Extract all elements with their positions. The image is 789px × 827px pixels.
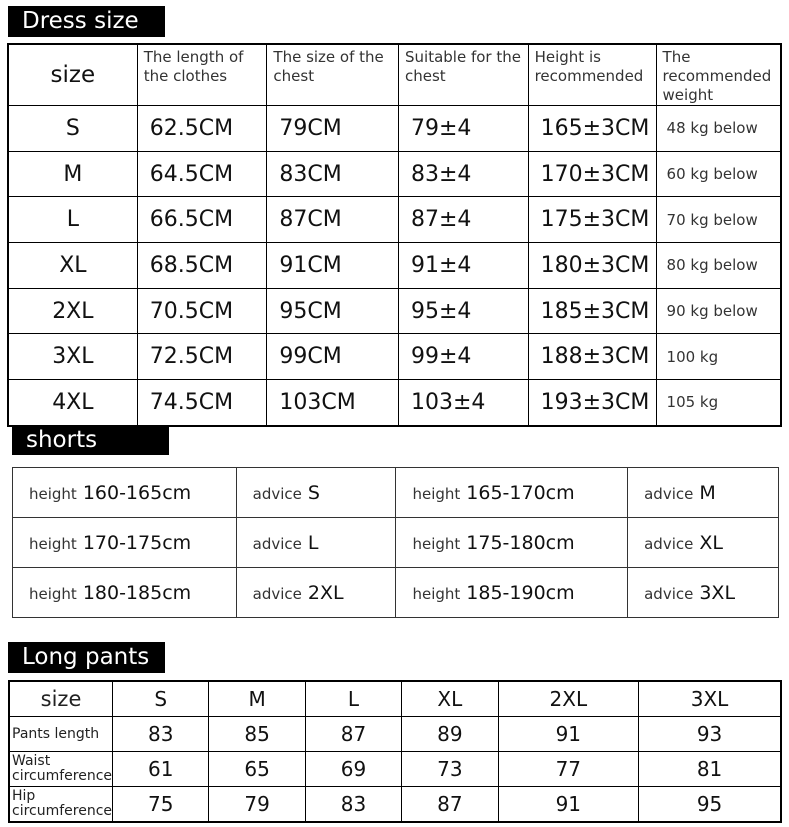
header-size: size: [8, 44, 137, 106]
pants-row: [9, 787, 781, 823]
dress-cell: 185±3CM: [528, 288, 656, 334]
pants-value-cell: 75: [113, 787, 209, 823]
dress-cell: 74.5CM: [137, 380, 267, 426]
dress-cell: 165±3CM: [528, 106, 656, 152]
dress-cell: 66.5CM: [137, 197, 267, 243]
height-value: 160-165cm: [82, 481, 192, 504]
dress-cell: 80 kg below: [656, 243, 781, 289]
dress-cell: 170±3CM: [528, 151, 656, 197]
dress-size-table: [7, 43, 782, 427]
pants-value-cell: 89: [402, 717, 498, 752]
height-value: 175-180cm: [466, 531, 575, 554]
header-weight: The recommended weight: [656, 44, 781, 106]
dress-cell: 99±4: [399, 334, 529, 380]
pants-row: [9, 717, 781, 752]
dress-cell: S: [8, 106, 137, 152]
pants-value-cell: 93: [639, 717, 781, 752]
pants-value-cell: 83: [113, 717, 209, 752]
shorts-advice-cell: [236, 518, 396, 568]
header-height: Height is recommended: [528, 44, 656, 106]
dress-cell: 64.5CM: [137, 151, 267, 197]
pants-value-cell: 65: [209, 752, 305, 787]
pants-value-cell: 91: [498, 717, 639, 752]
height-label: height: [29, 584, 77, 603]
dress-cell: 188±3CM: [528, 334, 656, 380]
dress-cell: 87CM: [267, 197, 399, 243]
dress-cell: 68.5CM: [137, 243, 267, 289]
dress-cell: 193±3CM: [528, 380, 656, 426]
pants-value-cell: 61: [113, 752, 209, 787]
height-label: height: [412, 484, 461, 503]
shorts-row: [13, 468, 779, 518]
shorts-height-cell: [396, 518, 628, 568]
pants-value-cell: 69: [305, 752, 401, 787]
height-label: height: [29, 534, 77, 553]
pants-value-cell: 87: [402, 787, 498, 823]
advice-value: S: [307, 481, 320, 504]
advice-label: advice: [252, 534, 302, 553]
pants-value-cell: 77: [498, 752, 639, 787]
shorts-height-cell: [396, 468, 628, 518]
dress-header-row: [8, 44, 781, 106]
dress-cell: 79±4: [399, 106, 529, 152]
dress-cell: 91±4: [399, 243, 529, 289]
dress-cell: 95CM: [267, 288, 399, 334]
dress-cell: 70 kg below: [656, 197, 781, 243]
dress-cell: L: [8, 197, 137, 243]
dress-row: [8, 106, 781, 152]
header-suitable-chest: Suitable for the chest: [399, 44, 529, 106]
dress-cell: 2XL: [8, 288, 137, 334]
dress-cell: 175±3CM: [528, 197, 656, 243]
shorts-advice-cell: [628, 568, 779, 618]
height-value: 185-190cm: [466, 581, 575, 604]
header-chest-size: The size of the chest: [267, 44, 399, 106]
advice-value: L: [307, 531, 319, 554]
height-value: 170-175cm: [82, 531, 192, 554]
pants-value-cell: 73: [402, 752, 498, 787]
dress-cell: 99CM: [267, 334, 399, 380]
dress-row: [8, 334, 781, 380]
dress-cell: 105 kg: [656, 380, 781, 426]
shorts-height-cell: [13, 568, 237, 618]
pants-size-header: M: [209, 681, 305, 717]
height-label: height: [412, 584, 461, 603]
dress-cell: 100 kg: [656, 334, 781, 380]
dress-cell: 72.5CM: [137, 334, 267, 380]
dress-cell: 48 kg below: [656, 106, 781, 152]
advice-value: 2XL: [307, 581, 344, 604]
advice-label: advice: [252, 484, 302, 503]
shorts-advice-cell: [628, 468, 779, 518]
dress-cell: 90 kg below: [656, 288, 781, 334]
advice-value: 3XL: [699, 581, 736, 604]
advice-label: advice: [252, 584, 302, 603]
pants-size-header: L: [305, 681, 401, 717]
pants-size-label: size: [9, 681, 113, 717]
shorts-row: [13, 518, 779, 568]
dress-row: [8, 380, 781, 426]
dress-row: [8, 197, 781, 243]
shorts-title: shorts: [12, 426, 169, 455]
height-label: height: [29, 484, 77, 503]
pants-value-cell: 87: [305, 717, 401, 752]
advice-value: M: [699, 481, 716, 504]
shorts-height-cell: [13, 468, 237, 518]
pants-value-cell: 95: [639, 787, 781, 823]
height-value: 165-170cm: [466, 481, 575, 504]
shorts-advice-cell: [236, 468, 396, 518]
pants-size-header: S: [113, 681, 209, 717]
pants-size-header: 3XL: [639, 681, 781, 717]
pants-value-cell: 91: [498, 787, 639, 823]
dress-cell: 83±4: [399, 151, 529, 197]
dress-cell: 180±3CM: [528, 243, 656, 289]
dress-cell: 60 kg below: [656, 151, 781, 197]
long-pants-table: [8, 680, 782, 823]
pants-size-header: 2XL: [498, 681, 639, 717]
dress-cell: 87±4: [399, 197, 529, 243]
dress-cell: 103CM: [267, 380, 399, 426]
pants-row: [9, 752, 781, 787]
pants-measure-label: Waist circumference: [9, 752, 113, 787]
advice-label: advice: [644, 484, 694, 503]
dress-cell: 79CM: [267, 106, 399, 152]
pants-header-row: [9, 681, 781, 717]
dress-cell: 91CM: [267, 243, 399, 289]
pants-size-header: XL: [402, 681, 498, 717]
long-pants-title: Long pants: [8, 642, 165, 673]
dress-size-title: Dress size: [8, 6, 165, 37]
dress-row: [8, 243, 781, 289]
advice-label: advice: [644, 584, 694, 603]
advice-value: XL: [699, 531, 723, 554]
shorts-height-cell: [396, 568, 628, 618]
height-label: height: [412, 534, 461, 553]
shorts-height-cell: [13, 518, 237, 568]
dress-cell: 62.5CM: [137, 106, 267, 152]
dress-row: [8, 288, 781, 334]
dress-cell: 3XL: [8, 334, 137, 380]
dress-cell: 95±4: [399, 288, 529, 334]
pants-value-cell: 83: [305, 787, 401, 823]
dress-cell: 4XL: [8, 380, 137, 426]
dress-cell: XL: [8, 243, 137, 289]
dress-cell: 70.5CM: [137, 288, 267, 334]
dress-row: [8, 151, 781, 197]
pants-measure-label: Hip circumference: [9, 787, 113, 823]
dress-cell: 83CM: [267, 151, 399, 197]
height-value: 180-185cm: [82, 581, 192, 604]
advice-label: advice: [644, 534, 694, 553]
pants-value-cell: 81: [639, 752, 781, 787]
shorts-row: [13, 568, 779, 618]
pants-measure-label: Pants length: [9, 717, 113, 752]
pants-value-cell: 79: [209, 787, 305, 823]
dress-cell: 103±4: [399, 380, 529, 426]
shorts-advice-cell: [628, 518, 779, 568]
shorts-advice-cell: [236, 568, 396, 618]
shorts-table: [12, 467, 779, 618]
dress-cell: M: [8, 151, 137, 197]
header-length: The length of the clothes: [137, 44, 267, 106]
pants-value-cell: 85: [209, 717, 305, 752]
